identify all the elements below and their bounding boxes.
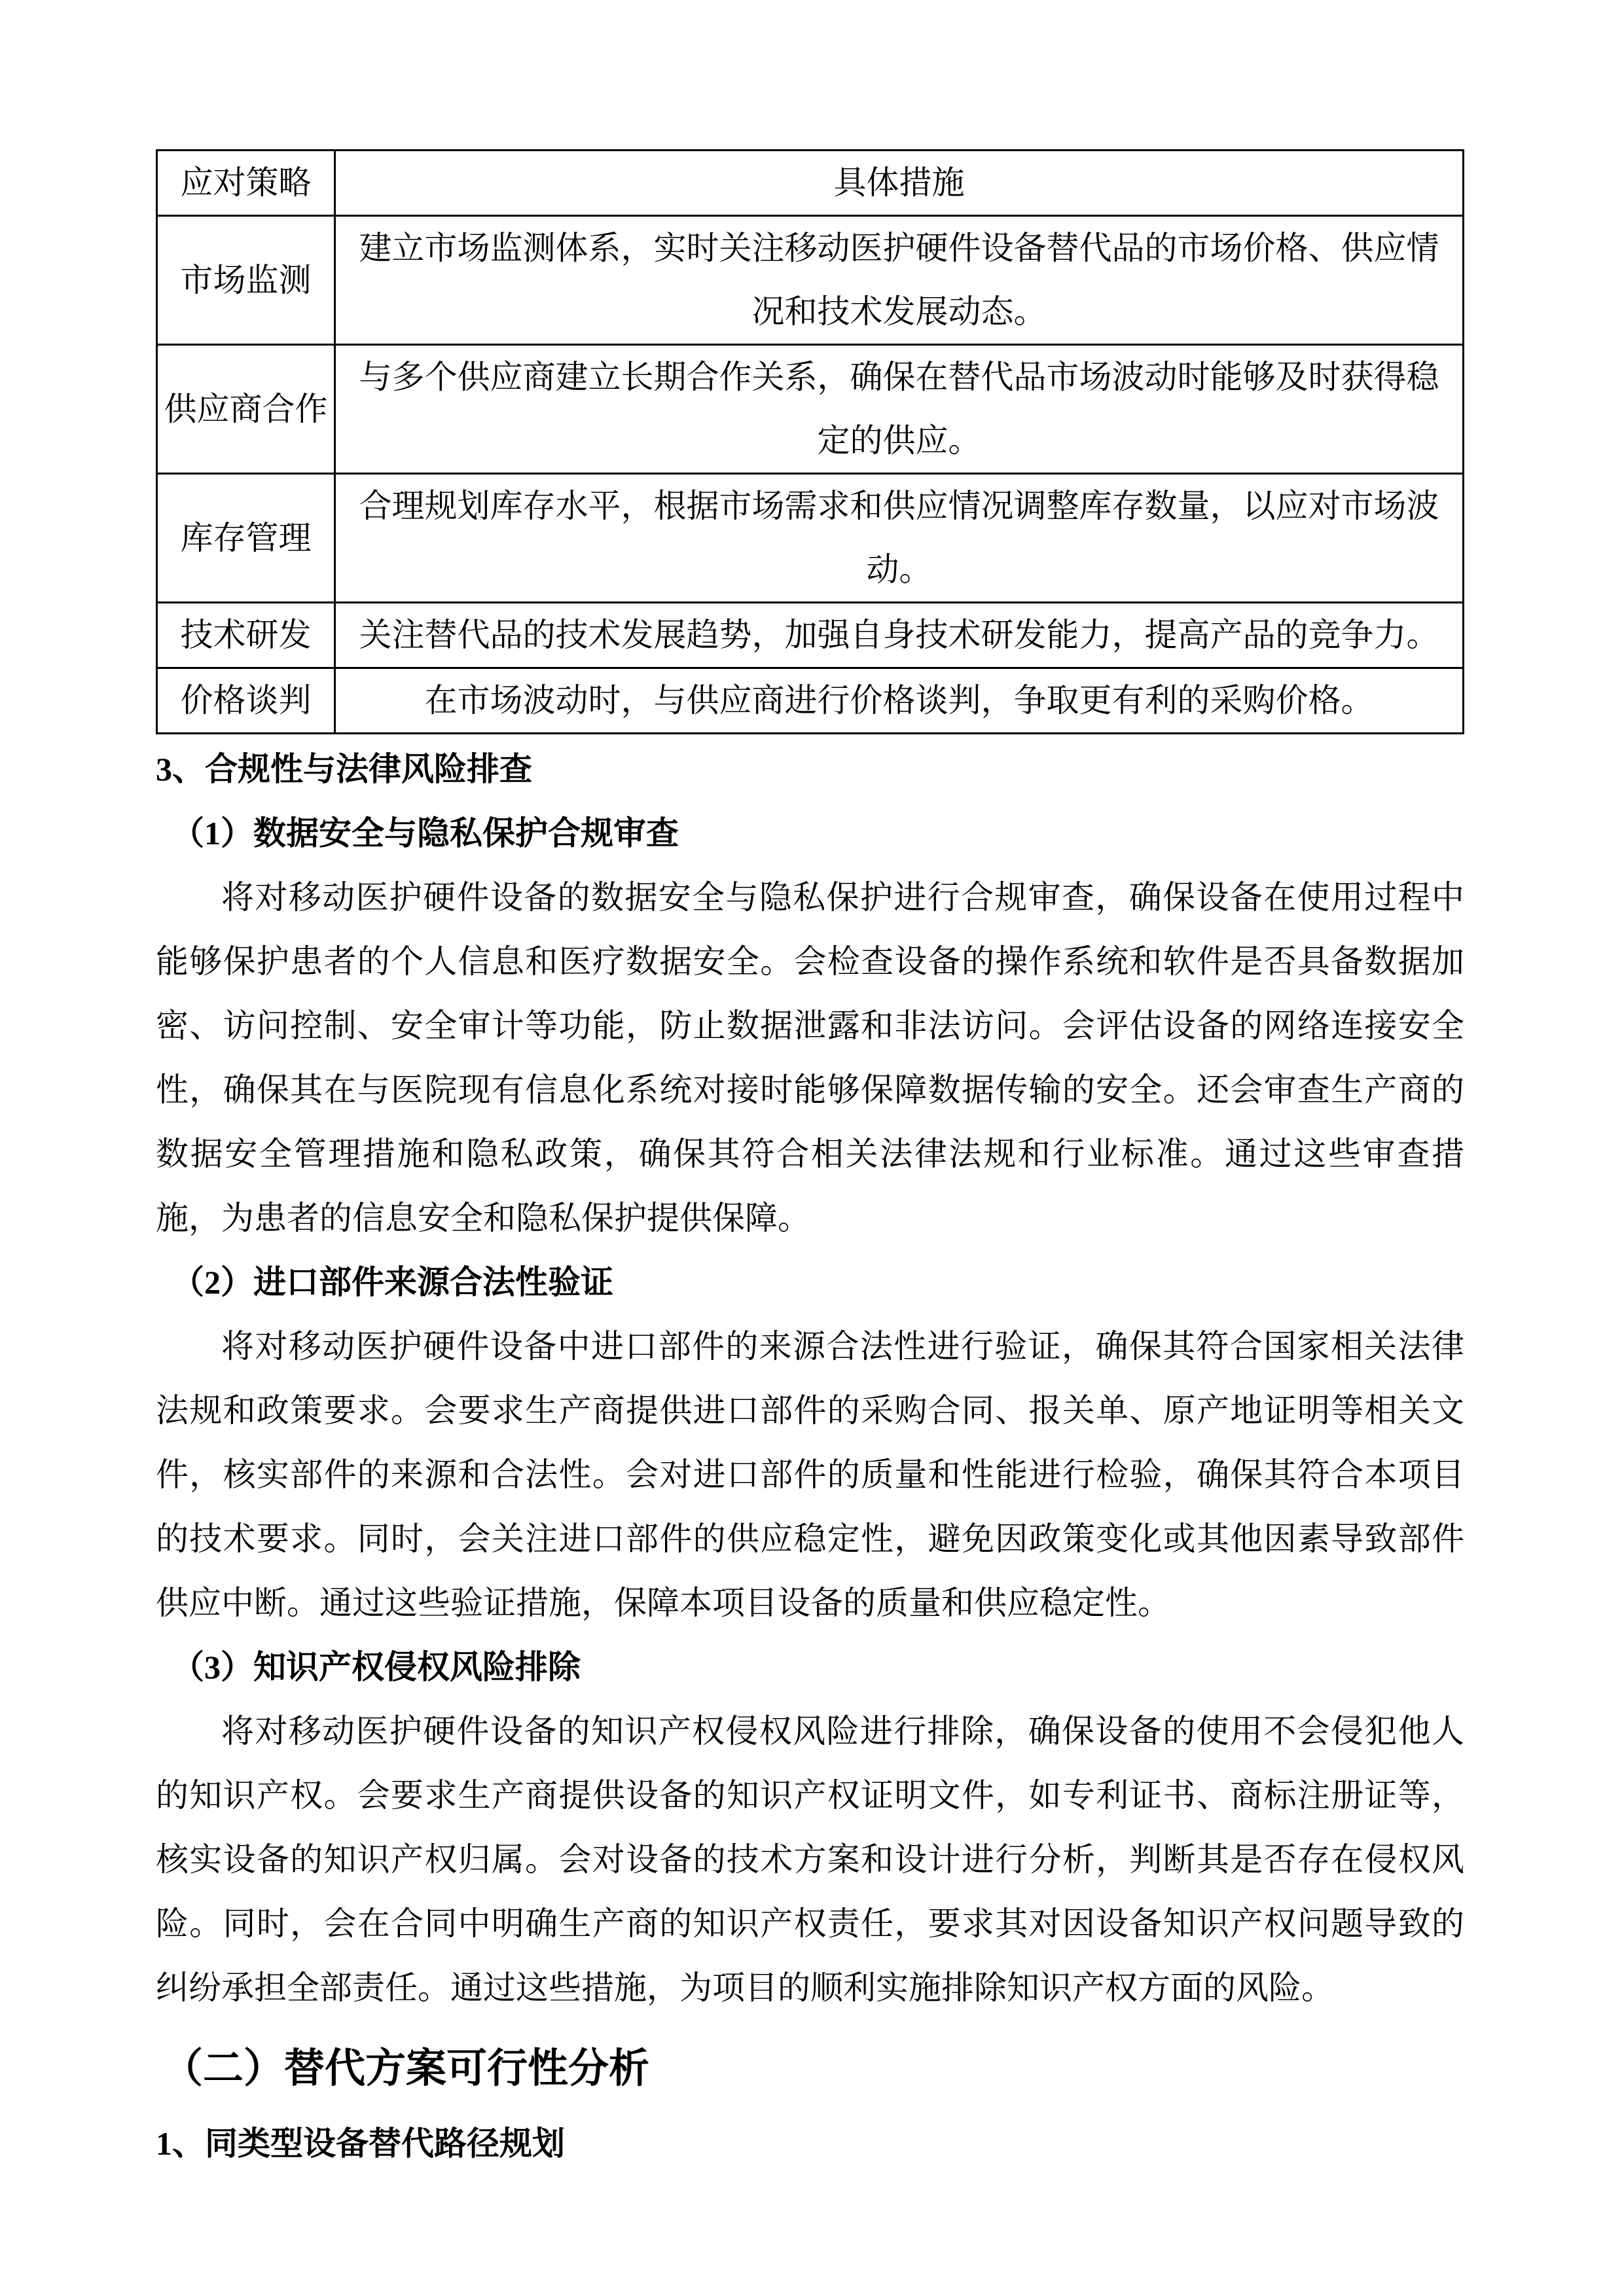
table-cell-measure: 在市场波动时，与供应商进行价格谈判，争取更有利的采购价格。 (335, 668, 1464, 734)
heading-subsection-2: （2）进口部件来源合法性验证 (171, 1264, 613, 1300)
table-header-measure: 具体措施 (335, 151, 1464, 216)
table-cell-strategy: 价格谈判 (157, 668, 335, 734)
heading-subsection-1: （1）数据安全与隐私保护合规审查 (171, 815, 679, 852)
heading-subsection-3: （3）知识产权侵权风险排除 (171, 1649, 581, 1685)
table-cell-strategy: 库存管理 (157, 474, 335, 603)
table-row (157, 603, 1464, 668)
table-cell-strategy: 供应商合作 (157, 345, 335, 474)
table-row (157, 474, 1464, 603)
heading-section-3: 3、合规性与法律风险排查 (156, 751, 532, 787)
table-row (157, 668, 1464, 734)
paragraph-subsection-3: 将对移动医护硬件设备的知识产权侵权风险进行排除，确保设备的使用不会侵犯他人的知识产权。会要求生产商提供设备的知识产权证明文件，如专利证书、商标注册证等，核实设备的知识产权归属。会对设备的技术方案和设计进行分析，判断其是否存在侵权风险。同时，会在合同中明确生产商的知识产权责任，要求其对因设备知识产权问题导致的纠纷承担全部责任。通过这些措施，为项目的顺利实施排除知识产权方面的风险。 (156, 1713, 1464, 2006)
paragraph-subsection-1: 将对移动医护硬件设备的数据安全与隐私保护进行合规审查，确保设备在使用过程中能够保护患者的个人信息和医疗数据安全。会检查设备的操作系统和软件是否具备数据加密、访问控制、安全审计等功能，防止数据泄露和非法访问。会评估设备的网络连接安全性，确保其在与医院现有信息化系统对接时能够保障数据传输的安全。还会审查生产商的数据安全管理措施和隐私政策，确保其符合相关法律法规和行业标准。通过这些审查措施，为患者的信息安全和隐私保护提供保障。 (156, 879, 1464, 1236)
paragraph-subsection-2: 将对移动医护硬件设备中进口部件的来源合法性进行验证，确保其符合国家相关法律法规和政策要求。会要求生产商提供进口部件的采购合同、报关单、原产地证明等相关文件，核实部件的来源和合法性。会对进口部件的质量和性能进行检验，确保其符合本项目的技术要求。同时，会关注进口部件的供应稳定性，避免因政策变化或其他因素导致部件供应中断。通过这些验证措施，保障本项目设备的质量和供应稳定性。 (156, 1328, 1464, 1621)
table-cell-measure: 与多个供应商建立长期合作关系，确保在替代品市场波动时能够及时获得稳定的供应。 (335, 345, 1464, 474)
table-cell-strategy: 市场监测 (157, 216, 335, 345)
table-row (157, 345, 1464, 474)
table-cell-measure: 建立市场监测体系，实时关注移动医护硬件设备替代品的市场价格、供应情况和技术发展动态。 (335, 216, 1464, 345)
heading-section-b: （二）替代方案可行性分析 (162, 2047, 650, 2091)
table-cell-measure: 关注替代品的技术发展趋势，加强自身技术研发能力，提高产品的竞争力。 (335, 603, 1464, 668)
strategy-measures-table (156, 149, 1464, 734)
table-cell-strategy: 技术研发 (157, 603, 335, 668)
table-row (157, 216, 1464, 345)
table-header-row (157, 151, 1464, 216)
table-cell-measure: 合理规划库存水平，根据市场需求和供应情况调整库存数量，以应对市场波动。 (335, 474, 1464, 603)
heading-section-b1: 1、同类型设备替代路径规划 (156, 2125, 565, 2162)
table-header-strategy: 应对策略 (157, 151, 335, 216)
